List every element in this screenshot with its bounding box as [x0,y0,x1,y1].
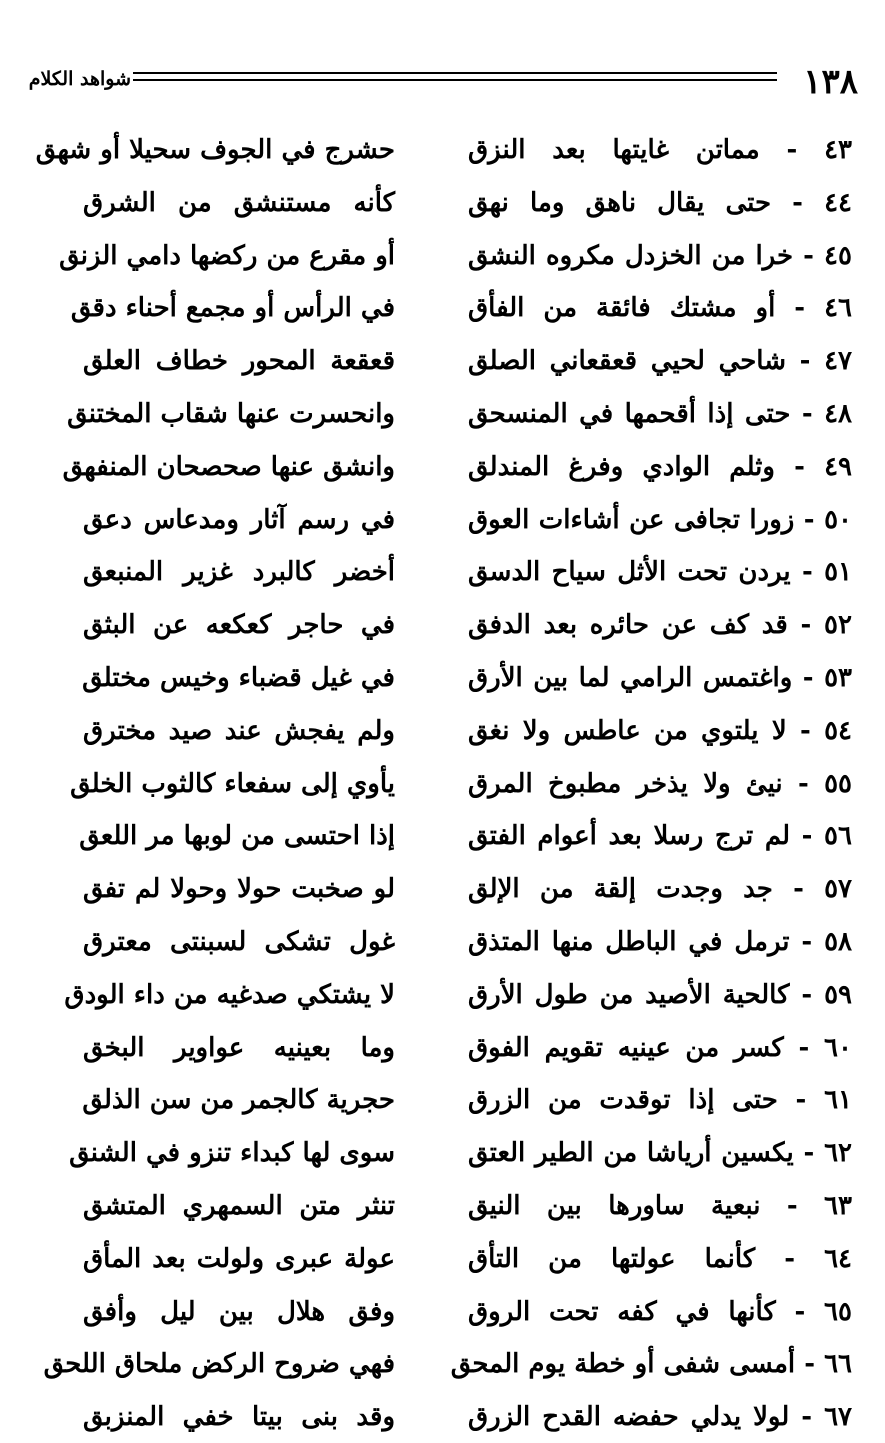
second-hemistich: في رسم آثار ومدعاس دعق [83,505,395,535]
verse-line [0,546,885,598]
second-hemistich: أخضر كالبرد غزير المنبعق [83,557,395,587]
second-hemistich: غول تشكى لسبنتى معترق [83,927,395,957]
verse-line [0,177,885,229]
first-hemistich-text: حتى إذا أقحمها في المنسحق [468,399,791,429]
verse-line [0,652,885,704]
verse-dash: - [755,1244,825,1274]
first-hemistich-text: زورا تجافى عن أشاءات العوق [468,505,795,535]
first-hemistich-text: كالحية الأصيد من طول الأرق [468,980,790,1010]
verse-number: ٤٦ [824,293,852,323]
verse-dash: - [783,1033,825,1063]
first-hemistich [468,969,852,1021]
second-hemistich: حشرج في الجوف سحيلا أو شهق [35,135,395,165]
verse-line [0,1338,885,1390]
first-hemistich [468,810,852,862]
verse-line [0,388,885,440]
first-hemistich [468,124,852,176]
verse-line [0,599,885,651]
first-hemistich [468,1233,852,1285]
verse-dash: - [789,927,825,957]
verse-line [0,1233,885,1285]
verse-line [0,282,885,334]
first-hemistich-text: قد كف عن حائره بعد الدفق [468,610,788,640]
first-hemistich-text: أمسى شفى أو خطة يوم المحق [450,1349,796,1379]
verse-number: ٥٣ [824,663,852,693]
second-hemistich: حجرية كالجمر من سن الذلق [82,1085,395,1115]
first-hemistich [450,1338,852,1390]
first-hemistich [468,1180,852,1232]
verse-line [0,705,885,757]
second-hemistich: لو صخبت حولا وحولا لم تفق [83,874,395,904]
verse-number: ٤٤ [824,188,852,218]
second-hemistich: وانحسرت عنها شقاب المختنق [67,399,395,429]
verse-dash: - [787,610,825,640]
verse-line [0,1180,885,1232]
verse-number: ٦٠ [824,1033,852,1063]
verse-number: ٤٨ [824,399,852,429]
verse-line [0,1391,885,1443]
second-hemistich: في الرأس أو مجمع أحناء دقق [70,293,395,323]
first-hemistich [468,863,852,915]
first-hemistich-text: خرا من الخزدل مكروه النشق [468,241,794,271]
verse-dash: - [786,716,825,746]
second-hemistich: في غيل قضباء وخيس مختلق [82,663,395,693]
running-title: شواهد الكلام [28,68,131,90]
verse-line [0,1286,885,1338]
first-hemistich-text: كأنها في كفه تحت الروق [468,1297,776,1327]
first-hemistich [468,916,852,968]
second-hemistich: تنثر متن السمهري المتشق [83,1191,395,1221]
verse-number: ٥٢ [824,610,852,640]
verse-line [0,1022,885,1074]
first-hemistich [468,177,852,229]
verse-number: ٥٨ [824,927,852,957]
first-hemistich [468,1391,852,1443]
verse-dash: - [771,188,825,218]
verse-dash: - [790,821,825,851]
second-hemistich: سوى لها كبداء تنزو في الشنق [69,1138,395,1168]
verse-number: ٥٠ [824,505,852,535]
verse-number: ٤٩ [824,452,852,482]
first-hemistich-text: لا يلتوي من عاطس ولا نغق [468,716,787,746]
page-header [0,58,885,108]
second-hemistich: وما بعينيه عواوير البخق [83,1033,395,1063]
verse-number: ٥٦ [824,821,852,851]
verse-dash: - [772,874,825,904]
verse-line [0,441,885,493]
verse-number: ٦٧ [824,1402,852,1432]
second-hemistich: ولم يفجش عند صيد مخترق [83,716,395,746]
verse-dash: - [793,1138,825,1168]
verse-number: ٤٥ [824,241,852,271]
verse-dash: - [759,135,825,165]
verse-line [0,758,885,810]
first-hemistich-text: شاحي لحيي قعقعاني الصلق [468,346,787,376]
verse-dash: - [774,452,825,482]
first-hemistich [468,230,852,282]
verse-dash: - [789,1402,825,1432]
verse-number: ٦١ [824,1085,852,1115]
verse-number: ٦٢ [824,1138,852,1168]
verse-line [0,124,885,176]
verse-dash: - [795,1349,825,1379]
verse-line [0,230,885,282]
second-hemistich: كأنه مستنشق من الشرق [83,188,395,218]
first-hemistich [468,1074,852,1126]
verse-number: ٥٧ [824,874,852,904]
page-number: ١٣٨ [803,62,858,102]
verse-line [0,969,885,1021]
verse-number: ٥٩ [824,980,852,1010]
verse-dash: - [789,980,825,1010]
verse-number: ٤٧ [824,346,852,376]
header-rule-lower [133,79,777,81]
verse-number: ٥٥ [824,769,852,799]
verse-line [0,494,885,546]
verse-number: ٦٣ [824,1191,852,1221]
second-hemistich: لا يشتكي صدغيه من داء الودق [64,980,395,1010]
verse-number: ٦٥ [824,1297,852,1327]
verse-dash: - [792,663,825,693]
verse-dash: - [777,1085,825,1115]
first-hemistich [468,758,852,810]
second-hemistich: فهي ضروح الركض ملحاق اللحق [43,1349,395,1379]
first-hemistich [468,1286,852,1338]
first-hemistich [468,441,852,493]
verse-number: ٥٤ [824,716,852,746]
second-hemistich: أو مقرع من ركضها دامي الزنق [59,241,395,271]
verse-dash: - [775,293,825,323]
first-hemistich-text: ترمل في الباطل منها المتذق [468,927,790,957]
verse-number: ٤٣ [824,135,852,165]
first-hemistich [468,546,852,598]
second-hemistich: وفق هلال بين ليل وأفق [83,1297,395,1327]
second-hemistich: عولة عبرى ولولت بعد المأق [83,1244,395,1274]
first-hemistich-text: نيئ ولا يذخر مطبوخ المرق [468,769,783,799]
second-hemistich: يأوي إلى سفعاء كالثوب الخلق [70,769,395,799]
first-hemistich-text: جد وجدت إلقة من الإلق [468,874,773,904]
first-hemistich [468,494,852,546]
first-hemistich-text: لولا يدلي حفضه القدح الزرق [468,1402,790,1432]
first-hemistich-text: حتى إذا توقدت من الزرق [468,1085,778,1115]
first-hemistich-text: كأنما عولتها من التأق [468,1244,756,1274]
first-hemistich [468,1022,852,1074]
verse-number: ٥١ [824,557,852,587]
first-hemistich [468,335,852,387]
verse-dash: - [782,769,825,799]
header-rule [133,72,777,74]
verse-dash: - [793,241,825,271]
verse-dash: - [786,346,825,376]
verse-line [0,335,885,387]
first-hemistich-text: يكسين أرياشا من الطير العتق [468,1138,794,1168]
first-hemistich-text: نبعية ساورها بين النيق [468,1191,761,1221]
first-hemistich-text: حتى يقال ناهق وما نهق [468,188,772,218]
first-hemistich-text: يردن تحت الأثل سياح الدسق [468,557,791,587]
verse-line [0,916,885,968]
second-hemistich: قعقعة المحور خطاف العلق [83,346,395,376]
first-hemistich-text: أو مشتك فائقة من الفأق [468,293,776,323]
first-hemistich-text: لم ترج رسلا بعد أعوام الفتق [468,821,791,851]
verse-dash: - [775,1297,825,1327]
first-hemistich [468,599,852,651]
verse-line [0,863,885,915]
verse-line [0,1127,885,1179]
verse-number: ٦٦ [824,1349,852,1379]
second-hemistich: وقد بنى بيتا خفي المنزبق [83,1402,395,1432]
first-hemistich-text: واغتمس الرامي لما بين الأرق [468,663,793,693]
first-hemistich-text: كسر من عينيه تقويم الفوق [468,1033,784,1063]
second-hemistich: وانشق عنها صحصحان المنفهق [62,452,395,482]
first-hemistich [468,282,852,334]
second-hemistich: في حاجر كعكعه عن البثق [83,610,395,640]
verse-dash: - [790,557,825,587]
second-hemistich: إذا احتسى من لوبها مر اللعق [79,821,395,851]
verse-line [0,810,885,862]
first-hemistich-text: مماتن غايتها بعد النزق [468,135,760,165]
verse-dash: - [794,505,825,535]
first-hemistich [468,705,852,757]
first-hemistich [468,1127,852,1179]
first-hemistich-text: وثلم الوادي وفرغ المندلق [468,452,775,482]
first-hemistich [468,388,852,440]
verse-dash: - [760,1191,825,1221]
first-hemistich [468,652,852,704]
verse-number: ٦٤ [824,1244,852,1274]
verse-dash: - [790,399,825,429]
verse-line [0,1074,885,1126]
